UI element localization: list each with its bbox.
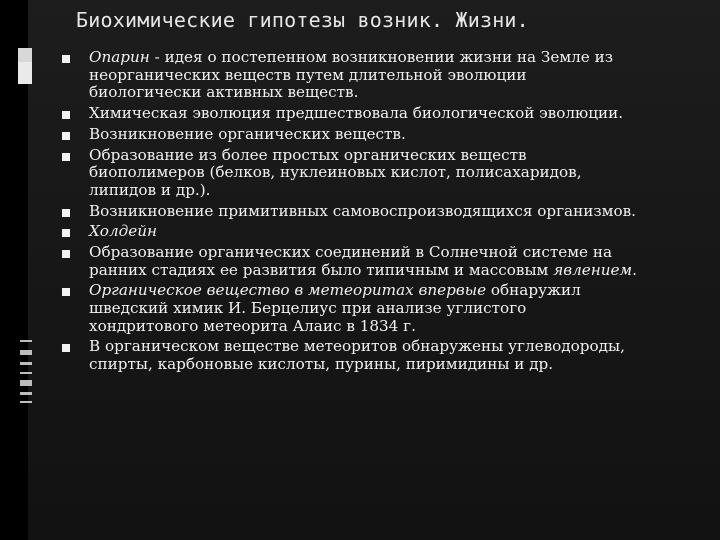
bullet-text: - идея о постепенном возникновении жизни на Земле из [149, 48, 614, 66]
bullet-text: Опарин [89, 48, 150, 66]
bullet-text: Возникновение органических веществ. [89, 124, 406, 143]
decor-stripe [20, 350, 32, 355]
bullet-item [62, 338, 702, 373]
bullet-text: хондритового метеорита Алаис в 1834 г. [89, 316, 416, 335]
decor-stripe [20, 340, 32, 342]
bullet-item [62, 244, 702, 279]
bullet-square-icon [62, 250, 70, 258]
bullet-square-icon [62, 111, 70, 119]
bullet-item [62, 105, 702, 123]
bullet-text: Возникновение примитивных самовоспроизводящихся организмов. [89, 201, 636, 220]
bullet-text: биологически активных веществ. [89, 83, 359, 102]
bullet-text: неорганических веществ путем длительной эволюции [89, 65, 527, 84]
bullet-text: липидов и др.). [89, 180, 211, 199]
bullet-square-icon [62, 55, 70, 63]
bullet-text: обнаружил [486, 281, 581, 300]
bullet-text: биополимеров (белков, нуклеиновых кислот, полисахаридов, [89, 163, 582, 182]
bullet-text: Органическое вещество в метеоритах впервые [89, 281, 487, 300]
bullet-item [62, 203, 702, 221]
decor-block-bottom [18, 62, 32, 84]
bullet-square-icon [62, 153, 70, 161]
bullet-square-icon [62, 229, 70, 237]
decor-stripe [20, 401, 32, 403]
decor-stripe [20, 372, 32, 374]
decor-stripe [20, 380, 32, 386]
bullet-text: ранних стадиях ее развития было типичным и массовым [89, 260, 554, 279]
bullet-square-icon [62, 288, 70, 296]
bullet-text: Холдейн [89, 222, 158, 241]
bullet-text: Химическая эволюция предшествовала биологической эволюции. [89, 103, 624, 122]
bullet-square-icon [62, 209, 70, 217]
decor-stripe [20, 362, 32, 365]
bullet-item [62, 49, 702, 102]
slide-title: Биохимические гипотезы возник. Жизни. [76, 8, 529, 32]
bullet-square-icon [62, 344, 70, 352]
bullet-text: . [632, 260, 637, 279]
bullet-text: шведский химик И. Берцелиус при анализе углистого [89, 299, 527, 318]
bullet-item [62, 223, 702, 241]
bullet-text: явлением [553, 260, 633, 279]
bullet-item [62, 282, 702, 335]
bullet-square-icon [62, 132, 70, 140]
bullet-list [62, 49, 702, 377]
bullet-item [62, 126, 702, 144]
bullet-item [62, 147, 702, 200]
bullet-text: Образование из более простых органических веществ [89, 145, 527, 164]
decor-stripe [20, 392, 32, 395]
bullet-text: Образование органических соединений в Солнечной системе на [89, 243, 613, 262]
bullet-text: спирты, карбоновые кислоты, пурины, пиримидины и др. [89, 355, 554, 373]
decorative-bars [10, 0, 32, 540]
bullet-text: В органическом веществе метеоритов обнаружены углеводороды, [89, 337, 625, 356]
